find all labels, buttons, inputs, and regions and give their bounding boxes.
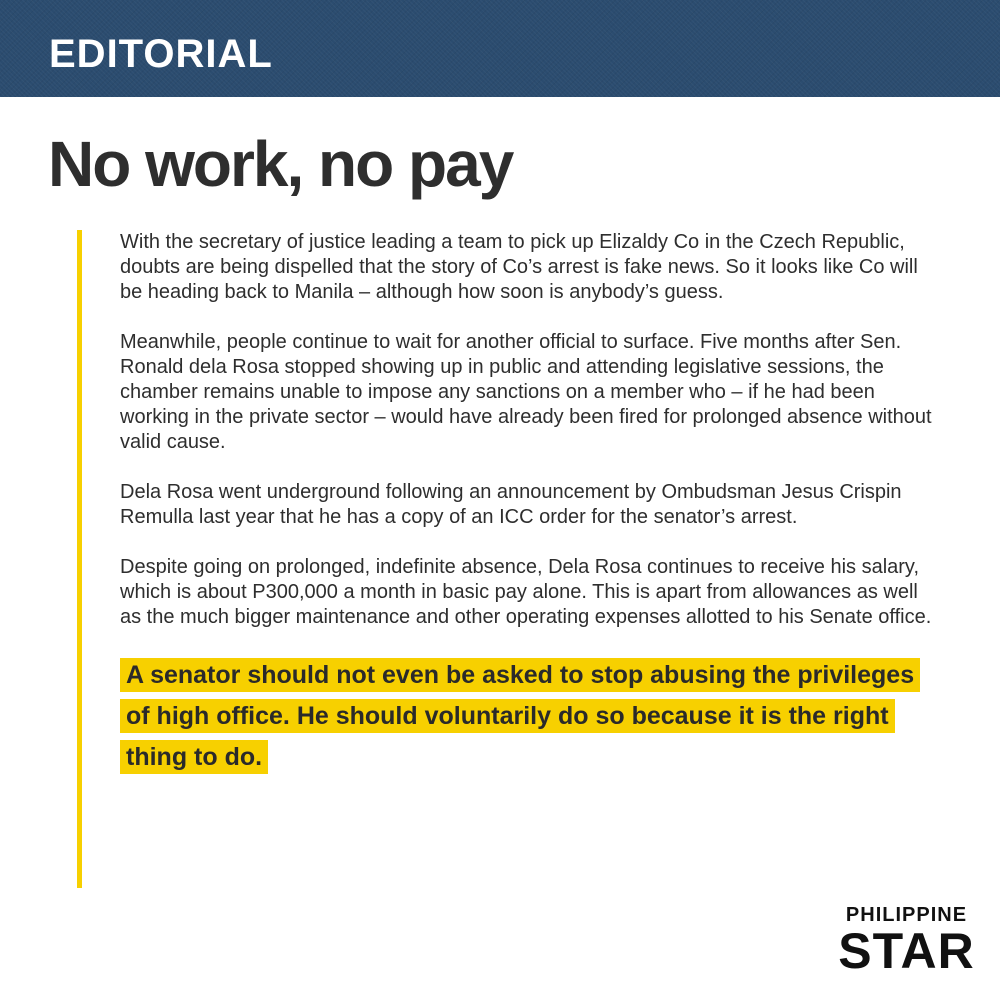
accent-bar [77, 230, 82, 888]
paragraph-1: With the secretary of justice leading a team to pick up Elizaldy Co in the Czech Republic, doubts are being dispelled that the story of Co’s arrest is fake news. So it looks like Co will be heading back to Manila – although how soon is anybody’s guess. [120, 231, 918, 303]
logo-line-1: PHILIPPINE [845, 904, 968, 926]
headline: No work, no pay [48, 128, 513, 200]
paragraph-4: Despite going on prolonged, indefinite absence, Dela Rosa continues to receive his salary, which is about P300,000 a month in basic pay alone. This is apart from allowances as well as the much bigger maintenance and other operating expenses allotted to his Senate office. [120, 556, 932, 628]
pull-quote-text: A senator should not even be asked to stop abusing the privileges of high office. He should voluntarily do so because it is the right thing to do. [120, 658, 920, 774]
article-body [120, 230, 940, 778]
pull-quote [120, 655, 940, 778]
section-label: EDITORIAL [49, 32, 273, 76]
philippine-star-logo [834, 904, 979, 979]
editorial-banner [0, 0, 1000, 97]
paragraph-2: Meanwhile, people continue to wait for another official to surface. Five months after Sen. Ronald dela Rosa stopped showing up in public and attending legislative sessions, the chamber remains unable to impose any sanctions on a member who – if he had been working in the private sector – would have already been fired for prolonged absence without valid cause. [120, 331, 932, 453]
logo-line-2: STAR [838, 923, 975, 979]
paragraph-3: Dela Rosa went underground following an announcement by Ombudsman Jesus Crispin Remulla last year that he has a copy of an ICC order for the senator’s arrest. [120, 481, 902, 528]
